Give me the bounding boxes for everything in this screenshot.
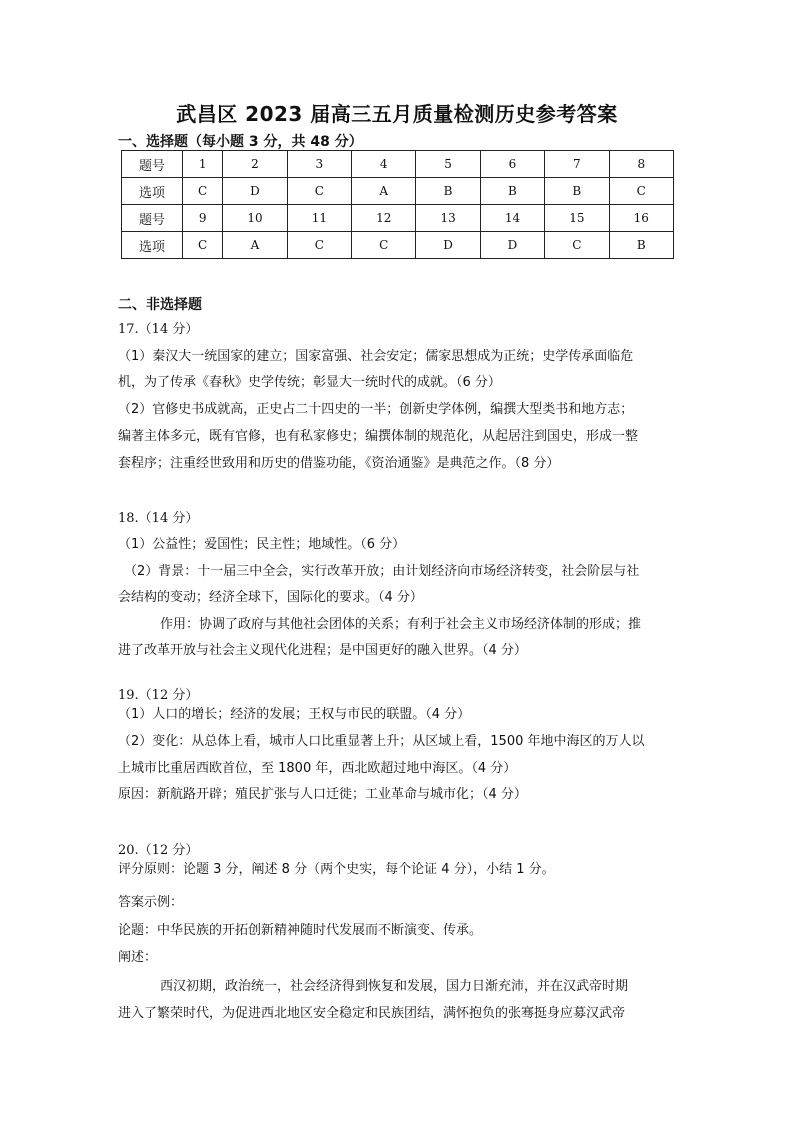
answer-line: 会结构的变动；经济全球下，国际化的要求。（4 分） — [118, 590, 423, 605]
answer-cell: C — [609, 178, 673, 205]
answer-cell: B — [480, 178, 544, 205]
section-2-heading: 二、非选择题 — [118, 297, 202, 313]
question-number: 5 — [416, 151, 480, 178]
answer-line: 套程序；注重经世致用和历史的借鉴功能，《资治通鉴》是典范之作。（8 分） — [118, 456, 560, 471]
answer-cell: D — [480, 232, 544, 259]
question-number: 7 — [545, 151, 609, 178]
answer-cell: C — [183, 232, 223, 259]
question-number: 14 — [480, 205, 544, 232]
section-1-heading: 一、选择题（每小题 3 分，共 48 分） — [118, 134, 363, 150]
answer-cell: A — [352, 178, 416, 205]
answer-cell: D — [223, 178, 287, 205]
question-number: 3 — [287, 151, 351, 178]
answer-cell: C — [287, 232, 351, 259]
answer-line: 原因：新航路开辟；殖民扩张与人口迁徙；工业革命与城市化；（4 分） — [118, 787, 527, 802]
question-number: 4 — [352, 151, 416, 178]
answer-line: 答案示例： — [118, 895, 184, 910]
question-number: 9 — [183, 205, 223, 232]
answer-line: 阐述： — [118, 950, 158, 965]
table-row — [122, 205, 674, 232]
row-label: 题号 — [122, 205, 183, 232]
answer-line: 上城市比重居西欧首位，至 1800 年，西北欧超过地中海区。（4 分） — [118, 761, 517, 776]
question-number: 1 — [183, 151, 223, 178]
answer-line: 评分原则：论题 3 分，阐述 8 分（两个史实，每个论证 4 分），小结 1 分。 — [118, 862, 555, 877]
answer-cell: B — [609, 232, 673, 259]
answer-line: 作用：协调了政府与其他社会团体的关系；有利于社会主义市场经济体制的形成；推 — [160, 617, 642, 632]
answer-cell: A — [223, 232, 287, 259]
answer-line: （2）变化：从总体上看，城市人口比重显著上升；从区域上看，1500 年地中海区的万人以 — [118, 734, 645, 749]
question-number: 13 — [416, 205, 480, 232]
answer-line: 论题：中华民族的开拓创新精神随时代发展而不断演变、传承。 — [118, 923, 483, 938]
answer-line: （1）公益性；爱国性；民主性；地域性。（6 分） — [118, 537, 406, 552]
answer-line: 机，为了传承《春秋》史学传统；彰显大一统时代的成就。（6 分） — [118, 375, 501, 390]
answer-line: （1）人口的增长；经济的发展；王权与市民的联盟。（4 分） — [118, 707, 471, 722]
answer-cell: B — [545, 178, 609, 205]
answer-line: 编著主体多元，既有官修，也有私家修史；编撰体制的规范化，从起居注到国史，形成一整 — [118, 429, 639, 444]
question-number: 8 — [609, 151, 673, 178]
question-number: 11 — [287, 205, 351, 232]
table-row — [122, 151, 674, 178]
row-label: 题号 — [122, 151, 183, 178]
row-label: 选项 — [122, 178, 183, 205]
question-number: 2 — [223, 151, 287, 178]
answer-cell: B — [416, 178, 480, 205]
answer-line: 进入了繁荣时代，为促进西北地区安全稳定和民族团结，满怀抱负的张骞挺身应募汉武帝 — [118, 1006, 626, 1021]
answer-table — [121, 150, 674, 259]
table-row — [122, 178, 674, 205]
question-number: 16 — [609, 205, 673, 232]
answer-line: （2）背景：十一届三中全会，实行改革开放；由计划经济向市场经济转变，社会阶层与社 — [124, 564, 640, 579]
answer-cell: C — [287, 178, 351, 205]
question-18-label: 18.（14 分） — [118, 511, 199, 526]
row-label: 选项 — [122, 232, 183, 259]
question-20-label: 20.（12 分） — [118, 843, 199, 858]
table-row — [122, 232, 674, 259]
answer-line: （2）官修史书成就高，正史占二十四史的一半；创新史学体例，编撰大型类书和地方志； — [118, 402, 634, 417]
question-19-label: 19.（12 分） — [118, 688, 199, 703]
answer-cell: C — [545, 232, 609, 259]
question-17-label: 17.（14 分） — [118, 322, 199, 337]
answer-line: 进了改革开放与社会主义现代化进程；是中国更好的融入世界。（4 分） — [118, 643, 527, 658]
document-title: 武昌区 2023 届高三五月质量检测历史参考答案 — [176, 102, 618, 126]
question-number: 10 — [223, 205, 287, 232]
answer-line: （1）秦汉大一统国家的建立；国家富强、社会安定；儒家思想成为正统；史学传承面临危 — [118, 349, 634, 364]
answer-cell: C — [183, 178, 223, 205]
question-number: 12 — [352, 205, 416, 232]
question-number: 6 — [480, 151, 544, 178]
answer-line: 西汉初期，政治统一，社会经济得到恢复和发展，国力日渐充沛，并在汉武帝时期 — [160, 979, 629, 994]
question-number: 15 — [545, 205, 609, 232]
answer-cell: D — [416, 232, 480, 259]
answer-cell: C — [352, 232, 416, 259]
